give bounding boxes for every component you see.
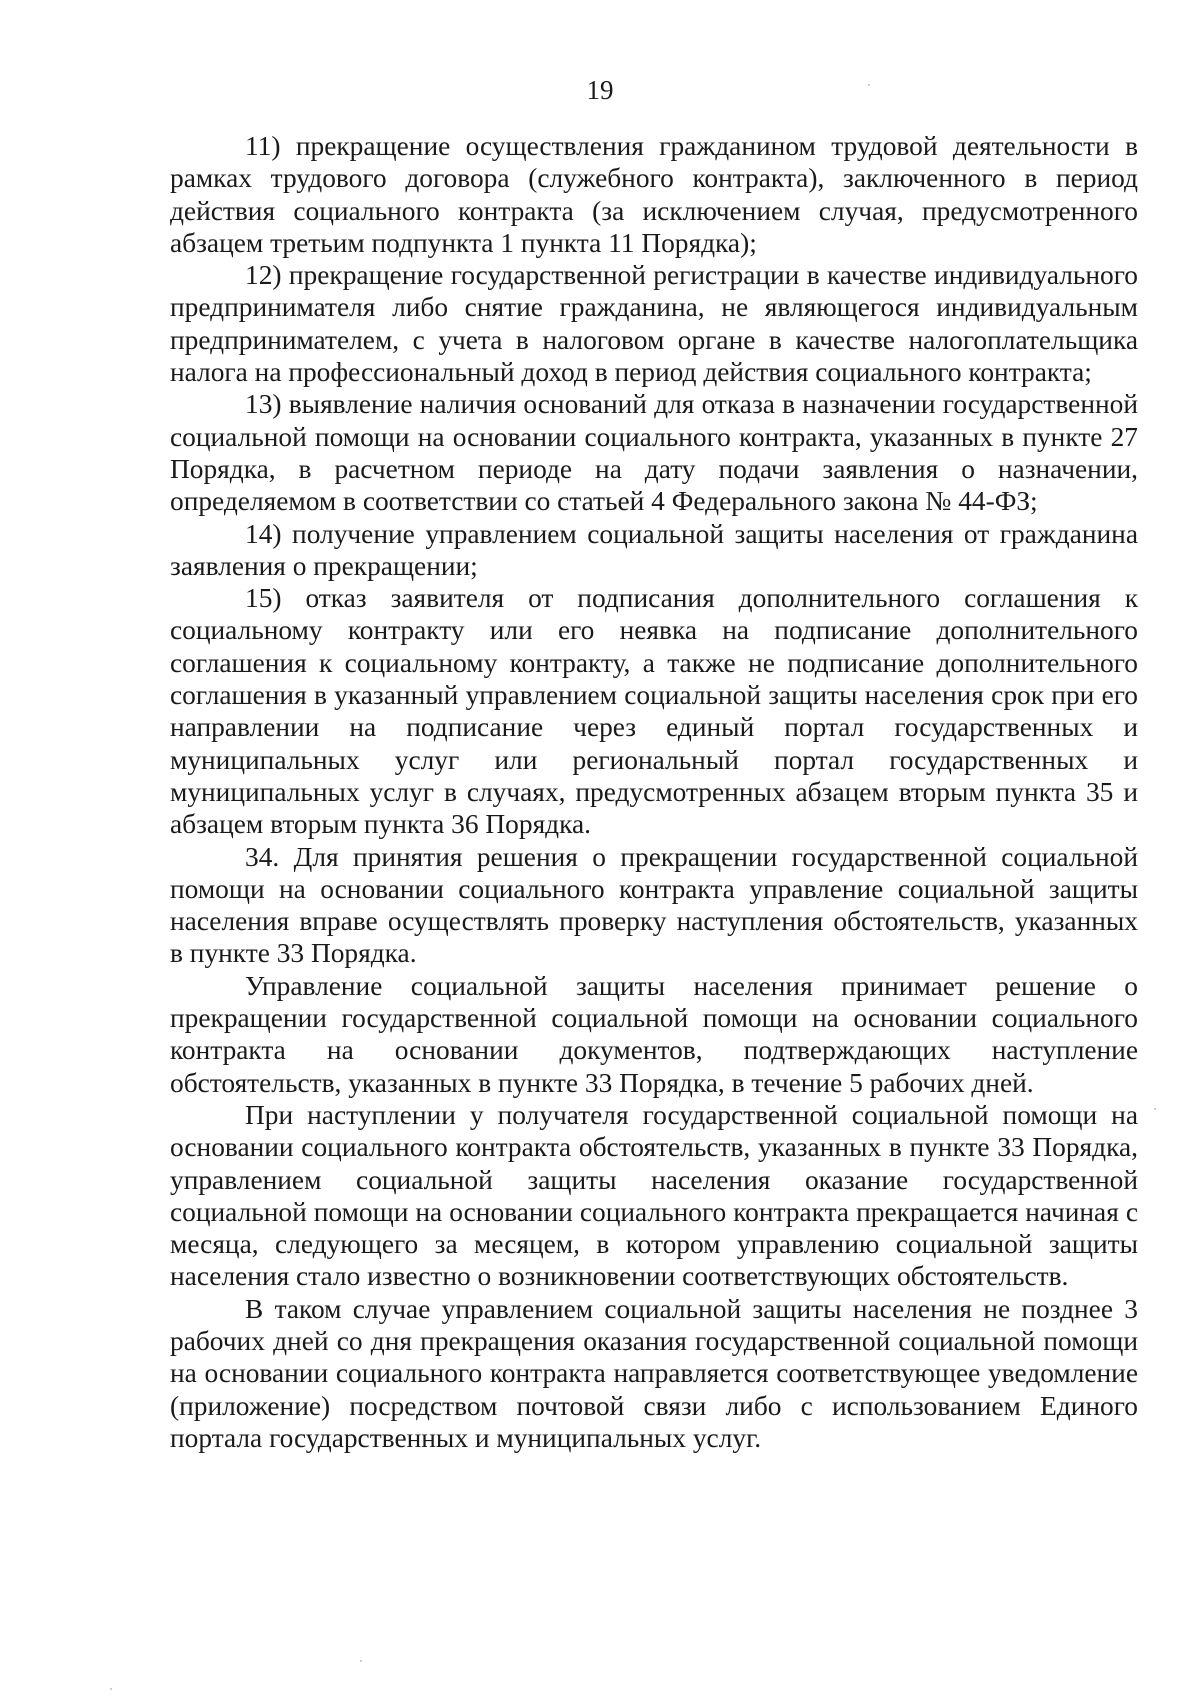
- paragraph-item-13: 13) выявление наличия оснований для отказа в назначении государственной социальной помощи на основании социального контракта, указанных в пункте 27 Порядка, в расчетном периоде на дату подачи заявления о назначении, определяемом в соответствии со статьей 4 Федерального закона № 44-ФЗ;: [170, 389, 1138, 517]
- paragraph-notification: В таком случае управлением социальной защиты населения не позднее 3 рабочих дней со дня прекращения оказания государственной социальной помощи на основании социального контракта направляется соответствующее уведомление (приложение) посредством почтовой связи либо с использованием Единого портала государственных и муниципальных услуг.: [170, 1293, 1138, 1453]
- scan-speck: [868, 84, 870, 86]
- paragraph-clause-34: 34. Для принятия решения о прекращении государственной социальной помощи на основании социального контракта управление социальной защиты населения вправе осуществлять проверку наступления обстоятельств, указанных в пункте 33 Порядка.: [170, 841, 1138, 969]
- paragraph-item-15: 15) отказ заявителя от подписания дополнительного соглашения к социальному контракту или его неявка на подписание дополнительного соглашения к социальному контракту, а также не подписание дополнительного соглашения в указанный управлением социальной защиты населения срок при его направлении на подписание через единый портал государственных и муниципальных услуг или региональный портал государственных и муниципальных услуг в случаях, предусмотренных абзацем вторым пункта 35 и абзацем вторым пункта 36 Порядка.: [170, 583, 1138, 840]
- page-number: 19: [586, 75, 614, 105]
- paragraph-termination-start: При наступлении у получателя государственной социальной помощи на основании социального контракта обстоятельств, указанных в пункте 33 Порядка, управлением социальной защиты населения оказание государственной социальной помощи на основании социального контракта прекращается начиная с месяца, следующего за месяцем, в котором управлению социальной защиты населения стало известно о возникновении соответствующих обстоятельств.: [170, 1099, 1138, 1292]
- paragraph-item-12: 12) прекращение государственной регистрации в качестве индивидуального предпринимателя либо снятие гражданина, не являющегося индивидуальным предпринимателем, с учета в налоговом органе в качестве налогоплательщика налога на профессиональный доход в период действия социального контракта;: [170, 260, 1138, 388]
- paragraph-item-14: 14) получение управлением социальной защиты населения от гражданина заявления о прекращении;: [170, 518, 1138, 581]
- scan-speck: [1154, 1108, 1156, 1110]
- document-body: [170, 130, 1138, 1454]
- paragraph-decision-term: Управление социальной защиты населения принимает решение о прекращении государственной социальной помощи на основании социального контракта на основании документов, подтверждающих наступление обстоятельств, указанных в пункте 33 Порядка, в течение 5 рабочих дней.: [170, 970, 1138, 1098]
- scan-speck: [360, 1660, 362, 1662]
- paragraph-item-11: 11) прекращение осуществления гражданином трудовой деятельности в рамках трудового договора (служебного контракта), заключенного в период действия социального контракта (за исключением случая, предусмотренного абзацем третьим подпункта 1 пункта 11 Порядка);: [170, 131, 1138, 258]
- scan-speck: [110, 1688, 112, 1690]
